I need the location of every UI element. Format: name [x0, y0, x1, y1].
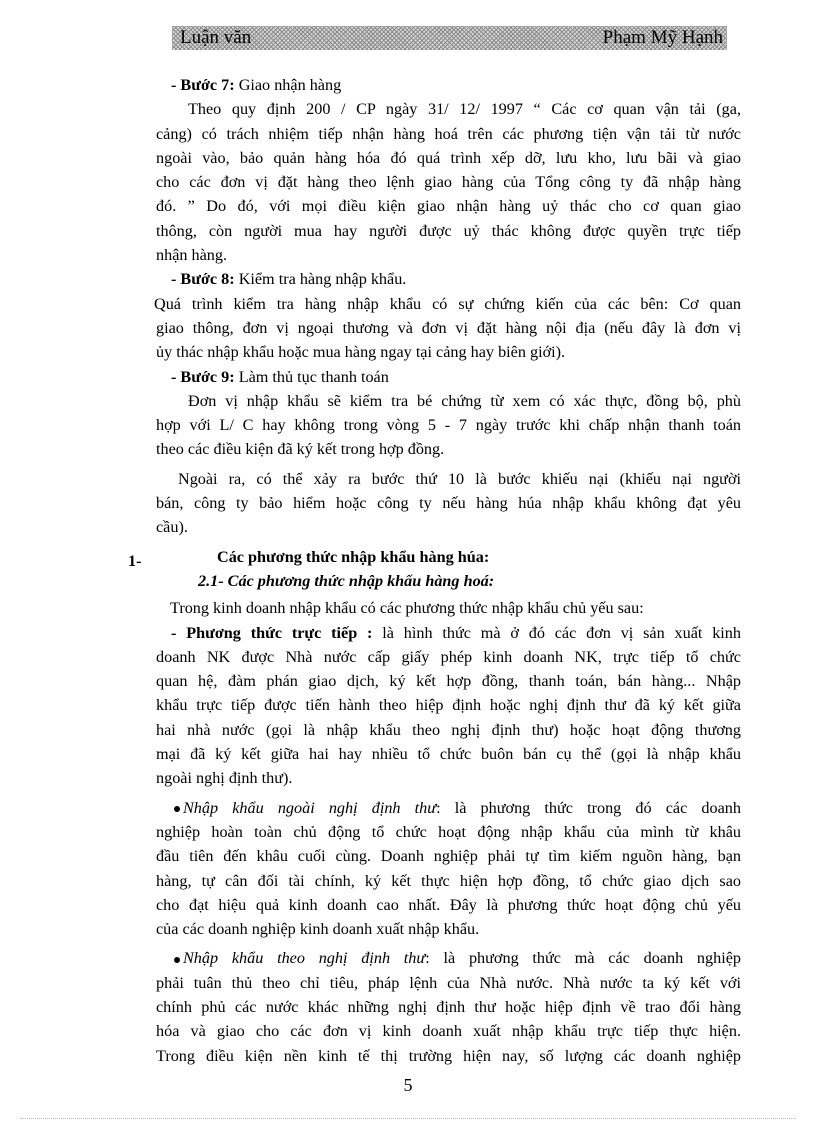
text-line: đầu tiên đến khâu cuối cùng. Doanh nghiệp phải tự tìm kiếm nguồn hàng, bạn [156, 847, 741, 866]
text-line: ngoài vào, bảo quản hàng hóa đó quá trình xếp dỡ, lưu kho, lưu bãi và giao [156, 148, 741, 167]
bullet-under-protocol [156, 946, 741, 1067]
section-heading [128, 545, 741, 570]
header-left-title: Luận văn [180, 27, 252, 48]
text-line: đó. ” Do đó, với mọi điều kiện giao nhận hàng uỷ thác cho cơ quan giao [156, 197, 741, 216]
direct-method-paragraph [156, 621, 741, 791]
text-line: thông, còn người mua hay người được uỷ thác không được quyền trực tiếp [156, 221, 741, 240]
text-line: cho các đơn vị đặt hàng theo lệnh giao hàng của Tổng công ty đã nhập hàng [156, 173, 741, 192]
text-line: hợp với L/ C hay không trong vòng 5 - 7 ngày trước khi chấp nhận thanh toán [156, 416, 741, 435]
text-line: Quá trình kiểm tra hàng nhập khẩu có sự chứng kiến của các bên: Cơ quan [154, 294, 741, 313]
text-line [156, 621, 741, 645]
text-line: cho đạt hiệu quả kinh doanh cao nhất. Đây là phương thức hoạt động chủ yếu [156, 895, 741, 914]
step-9-heading [156, 365, 741, 389]
paragraph-1 [156, 97, 741, 267]
step-7-heading [156, 73, 741, 97]
text-line [156, 796, 741, 820]
text-line: giao thông, đơn vị ngoại thương và đơn vị đặt hàng nội địa (nếu đây là đơn vị [156, 318, 741, 337]
text-line: phải tuân thủ theo chỉ tiêu, pháp lệnh của Nhà nước. Nhà nước ta ký kết với [156, 973, 741, 992]
intro-paragraph: Trong kinh doanh nhập khẩu có các phương thức nhập khẩu chủ yếu sau: [170, 599, 644, 618]
footer-divider [20, 1118, 796, 1119]
direct-method-first: là hình thức mà ở đó các đơn vị sản xuất kinh [372, 623, 741, 642]
document-body [128, 73, 741, 1068]
step-7-text: Giao nhận hàng [234, 76, 342, 94]
subsection-heading: 2.1- Các phương thức nhập khẩu hàng hoá: [198, 571, 495, 590]
paragraph-2 [156, 292, 741, 365]
text-line: nhận hàng. [156, 246, 228, 265]
text-line: ủy thác nhập khẩu hoặc mua hàng ngay tại cảng hay biên giới). [156, 343, 566, 362]
text-line: của các doanh nghiệp kinh doanh xuất nhập khẩu. [156, 920, 480, 939]
text-line: Trong điều kiện nền kinh tế thị trường hiện nay, số lượng các doanh nghiệp [156, 1046, 741, 1065]
text-line: mại đã ký kết giữa hai hay nhiều tổ chức buôn bán cụ thể (gọi là nhập khẩu [156, 745, 741, 764]
text-line: Theo quy định 200 / CP ngày 31/ 12/ 1997 “ Các cơ quan vận tải (ga, [188, 100, 741, 119]
text-line: hóa và giao cho các đơn vị kinh doanh xuất nhập khẩu trực tiếp thực hiện. [156, 1022, 741, 1041]
text-line: Ngoài ra, có thể xảy ra bước thứ 10 là bước khiếu nại (khiếu nại người [178, 469, 741, 488]
section-title: Các phương thức nhập khẩu hàng húa: [217, 547, 490, 566]
bullet-term: Nhập khẩu ngoài nghị định thư [183, 798, 437, 817]
page-header [172, 26, 727, 50]
bullet-term: Nhập khẩu theo nghị định thư [183, 949, 426, 968]
step-8-heading [156, 267, 741, 291]
text-line: hàng, tự cân đối tài chính, ký kết thực hiện hợp đồng, tổ chức giao dịch sao [156, 871, 741, 890]
step-9-text: Làm thủ tục thanh toán [234, 367, 389, 386]
step-7-label: - Bước 7: [171, 76, 235, 94]
bullet-outside-protocol [156, 796, 741, 942]
text-line: Đơn vị nhập khẩu sẽ kiểm tra bé chứng từ xem có xác thực, đồng bộ, phù [188, 391, 741, 410]
text-line: quan hệ, đàm phán giao dịch, ký kết hợp đồng, thanh toán, bán hàng... Nhập [156, 672, 741, 691]
text-line [156, 946, 741, 970]
bullet-first: : là phương thức trong đó các doanh [436, 798, 741, 817]
page-number: 5 [403, 1075, 413, 1095]
text-line: cầu). [156, 518, 188, 537]
text-line: hai nhà nước (gọi là nhập khẩu theo nghị định thư) hoặc hoạt động thương [156, 720, 741, 739]
text-line: ngoài nghị định thư). [156, 769, 293, 788]
text-line: nghiệp hoàn toàn chủ động tổ chức hoạt động nhập khẩu của mình từ khâu [156, 822, 741, 841]
text-line: doanh NK được Nhà nước cấp giấy phép kinh doanh NK, trực tiếp tổ chức [156, 647, 741, 666]
text-line: bán, công ty bảo hiểm hoặc công ty nếu hàng húa nhập khẩu không đạt yêu [156, 494, 741, 513]
paragraph-3 [156, 389, 741, 462]
section-number: 1- [128, 551, 142, 570]
bullet-icon [174, 806, 180, 812]
text-line: cảng) có trách nhiệm tiếp nhận hàng hoá trên các phương tiện vận tải từ nước [156, 124, 741, 143]
text-line: khẩu trực tiếp được tiến hành theo hiệp định hoặc nghị định thư đã ký kết giữa [156, 696, 741, 715]
direct-method-label: - Phương thức trực tiếp : [171, 623, 373, 642]
text-line: theo các điều kiện đã ký kết trong hợp đồng. [156, 440, 445, 459]
step-8-label: - Bước 8: [171, 270, 235, 289]
text-line: chính phủ các nước khác những nghị định thư hoặc hiệp định về trao đổi hàng [156, 997, 741, 1016]
bullet-icon [174, 957, 180, 963]
step-9-label: - Bước 9: [171, 367, 235, 386]
header-author: Phạm Mỹ Hạnh [602, 27, 723, 48]
step-8-text: Kiểm tra hàng nhập khẩu. [234, 270, 407, 289]
bullet-first: : là phương thức mà các doanh nghiệp [425, 949, 741, 968]
paragraph-4 [156, 467, 741, 540]
